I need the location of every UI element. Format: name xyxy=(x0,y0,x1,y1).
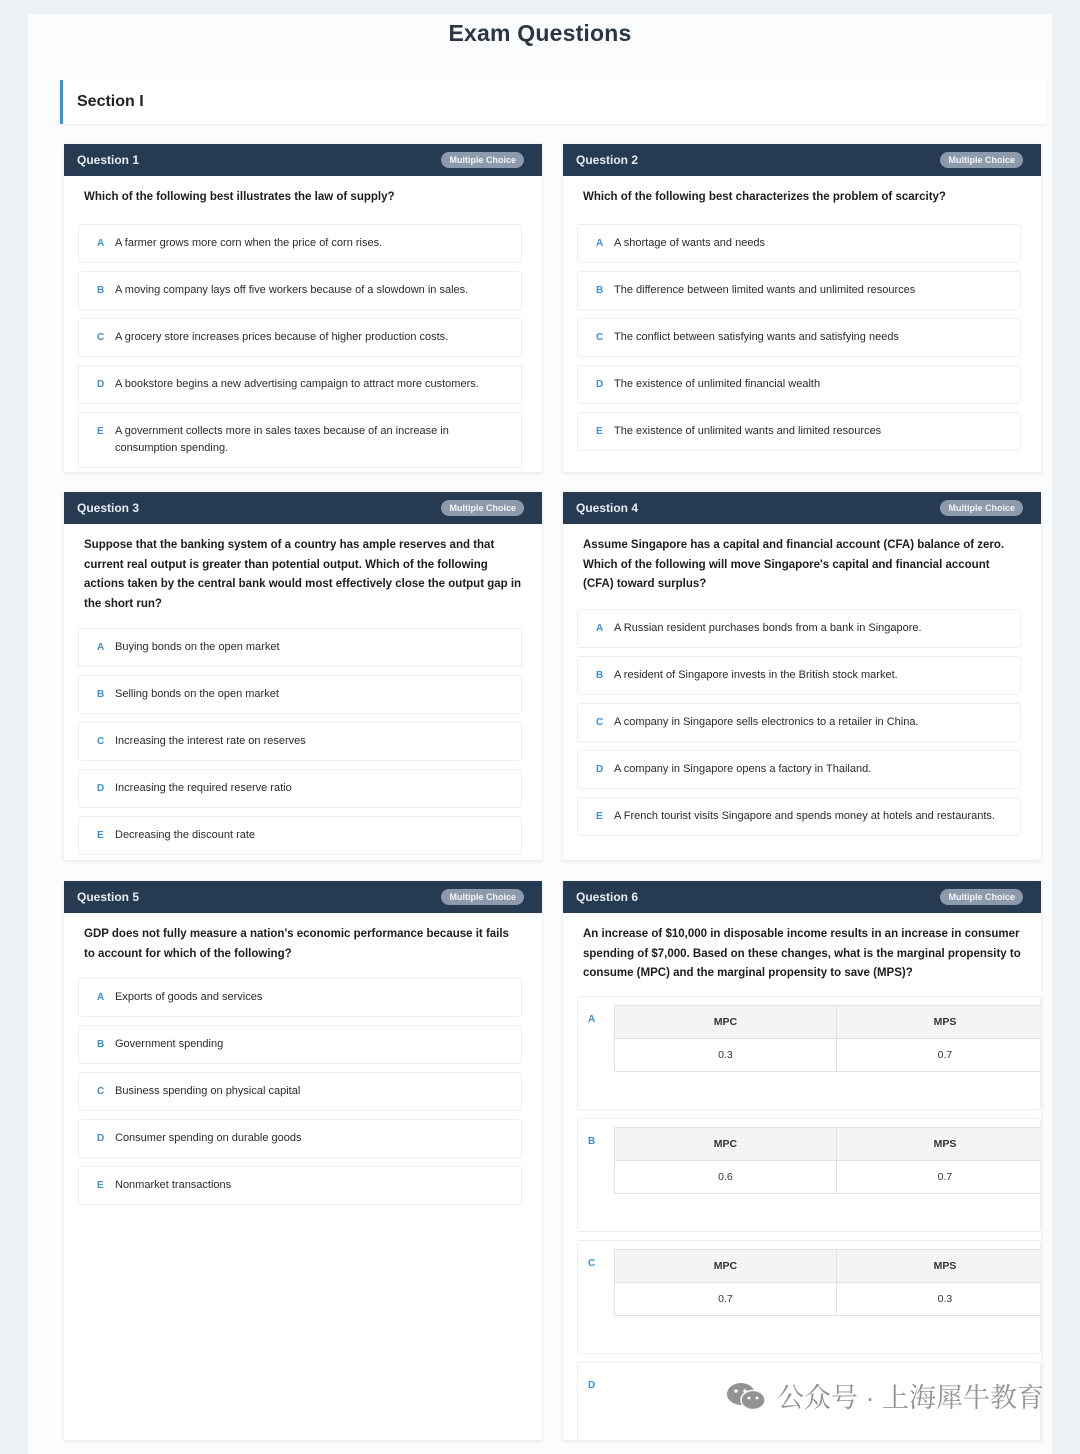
question-card-2 xyxy=(563,144,1041,472)
question-type-badge: Multiple Choice xyxy=(441,500,524,516)
question-label: Question 1 xyxy=(77,153,140,167)
table-header-mps: MPS xyxy=(836,1249,1041,1282)
answer-option-e[interactable] xyxy=(577,797,1021,836)
option-letter: C xyxy=(97,331,105,343)
question-header xyxy=(563,492,1041,524)
option-letter: C xyxy=(588,1257,596,1269)
option-text: The difference between limited wants and unlimited resources xyxy=(614,283,916,296)
option-letter: C xyxy=(596,331,604,343)
option-letter: D xyxy=(97,1133,105,1144)
mpc-value: 0.7 xyxy=(615,1282,837,1315)
answer-option-a[interactable] xyxy=(577,609,1021,648)
answer-option-a[interactable] xyxy=(78,628,522,667)
option-text: A government collects more in sales taxes because of an increase in consumption spending. xyxy=(115,424,449,454)
mpc-mps-table xyxy=(614,1249,1041,1316)
answer-option-b[interactable] xyxy=(577,1118,1041,1232)
option-letter: B xyxy=(97,284,105,296)
question-type-badge: Multiple Choice xyxy=(940,889,1023,905)
question-card-1 xyxy=(64,144,542,472)
question-type-badge: Multiple Choice xyxy=(441,889,524,905)
option-text: A bookstore begins a new advertising campaign to attract more customers. xyxy=(115,377,479,390)
question-header xyxy=(64,881,542,913)
answer-option-e[interactable] xyxy=(78,412,522,468)
answer-option-d[interactable] xyxy=(78,1119,522,1158)
question-type-badge: Multiple Choice xyxy=(441,152,524,168)
option-text: A company in Singapore sells electronics to a retailer in China. xyxy=(614,715,919,728)
option-text: A farmer grows more corn when the price of corn rises. xyxy=(115,236,383,249)
answer-option-e[interactable] xyxy=(78,816,522,855)
wechat-icon xyxy=(725,1381,767,1411)
answer-option-a[interactable] xyxy=(577,996,1041,1110)
option-text: The existence of unlimited financial wealth xyxy=(614,377,821,390)
option-text: The existence of unlimited wants and limited resources xyxy=(614,424,882,437)
option-text: A grocery store increases prices because of higher production costs. xyxy=(115,330,449,343)
watermark-text: 公众号 · 上海犀牛教育 xyxy=(777,1383,1044,1413)
question-label: Question 2 xyxy=(576,153,639,167)
answer-option-b[interactable] xyxy=(577,271,1021,310)
table-header-mpc: MPC xyxy=(615,1249,837,1282)
question-type-badge: Multiple Choice xyxy=(940,500,1023,516)
option-text: Government spending xyxy=(115,1038,224,1050)
answer-option-a[interactable] xyxy=(577,224,1021,263)
option-text: Nonmarket transactions xyxy=(115,1179,232,1191)
page-title: Exam Questions xyxy=(448,20,632,46)
answer-option-b[interactable] xyxy=(78,675,522,714)
option-text: Increasing the interest rate on reserves xyxy=(115,735,306,747)
option-letter: A xyxy=(97,642,105,653)
mps-value: 0.7 xyxy=(836,1160,1041,1193)
answer-option-c[interactable] xyxy=(577,318,1021,357)
option-text: Buying bonds on the open market xyxy=(115,641,280,653)
option-letter: E xyxy=(97,830,104,841)
option-letter: A xyxy=(596,622,604,634)
option-text: Increasing the required reserve ratio xyxy=(115,782,292,794)
answer-option-d[interactable] xyxy=(577,365,1021,404)
question-text: Suppose that the banking system of a country has ample reserves and that current real output is greater than potential output. Which of the following actions taken by the central bank would most effectively close the output gap in the short run? xyxy=(84,539,522,610)
question-label: Question 3 xyxy=(77,501,140,515)
question-header xyxy=(64,492,542,524)
answer-option-e[interactable] xyxy=(577,412,1021,451)
question-text: Assume Singapore has a capital and financial account (CFA) balance of zero. Which of the following will move Singapore's capital and financial account (CFA) toward surplus? xyxy=(583,539,1005,590)
question-label: Question 6 xyxy=(576,890,639,904)
option-letter: C xyxy=(97,736,105,747)
option-text: A shortage of wants and needs xyxy=(614,236,766,249)
answer-option-c[interactable] xyxy=(577,1240,1041,1354)
question-card-6 xyxy=(563,881,1041,1440)
question-header xyxy=(563,881,1041,913)
mpc-mps-table xyxy=(614,1127,1041,1194)
option-text: A French tourist visits Singapore and spends money at hotels and restaurants. xyxy=(614,809,995,822)
answer-option-e[interactable] xyxy=(78,1166,522,1205)
option-letter: B xyxy=(596,669,604,681)
question-label: Question 4 xyxy=(576,501,639,515)
section-header xyxy=(60,80,1046,124)
answer-option-d[interactable] xyxy=(78,769,522,808)
option-text: The conflict between satisfying wants and satisfying needs xyxy=(614,330,899,343)
question-label: Question 5 xyxy=(77,890,140,904)
question-text: An increase of $10,000 in disposable income results in an increase in consumer spending of $7,000. Based on these changes, what is the marginal propensity to consume (MPC) and the marginal propensity to save (MPS)? xyxy=(583,928,1021,979)
section-title: Section I xyxy=(77,93,144,110)
wechat-watermark xyxy=(725,1376,1044,1415)
option-letter: B xyxy=(97,1039,105,1050)
option-text: A resident of Singapore invests in the British stock market. xyxy=(614,668,898,681)
mpc-mps-table xyxy=(614,1005,1041,1072)
table-header-mps: MPS xyxy=(836,1127,1041,1160)
table-header-mpc: MPC xyxy=(615,1127,837,1160)
option-text: A moving company lays off five workers because of a slowdown in sales. xyxy=(115,283,469,296)
option-letter: E xyxy=(596,425,603,437)
option-letter: E xyxy=(596,810,603,822)
question-type-badge: Multiple Choice xyxy=(940,152,1023,168)
question-card-5 xyxy=(64,881,542,1440)
option-letter: A xyxy=(97,237,105,249)
option-letter: B xyxy=(596,284,604,296)
option-letter: B xyxy=(97,689,105,700)
answer-option-b[interactable] xyxy=(577,656,1021,695)
answer-option-b[interactable] xyxy=(78,271,522,310)
option-text: Decreasing the discount rate xyxy=(115,829,256,841)
table-header-mpc: MPC xyxy=(615,1005,837,1038)
option-letter: A xyxy=(97,992,105,1003)
question-text: GDP does not fully measure a nation's economic performance because it fails to account for which of the following? xyxy=(84,928,509,960)
answer-option-c[interactable] xyxy=(78,1072,522,1111)
option-letter: A xyxy=(596,237,604,249)
answer-option-d[interactable] xyxy=(577,750,1021,789)
option-text: A Russian resident purchases bonds from a bank in Singapore. xyxy=(614,621,922,634)
option-letter: B xyxy=(588,1135,596,1147)
question-card-3 xyxy=(64,492,542,860)
option-letter: E xyxy=(97,425,104,437)
option-letter: E xyxy=(97,1180,104,1191)
question-card-4 xyxy=(563,492,1041,860)
mpc-value: 0.3 xyxy=(615,1038,837,1071)
option-letter: D xyxy=(596,763,604,775)
table-header-mps: MPS xyxy=(836,1005,1041,1038)
option-text: Exports of goods and services xyxy=(115,991,263,1003)
option-letter: D xyxy=(596,378,604,390)
answer-option-b[interactable] xyxy=(78,1025,522,1064)
answer-option-c[interactable] xyxy=(78,318,522,357)
option-text: Business spending on physical capital xyxy=(115,1085,301,1097)
question-text: Which of the following best characterizes the problem of scarcity? xyxy=(583,191,946,203)
option-letter: D xyxy=(97,783,105,794)
answer-option-c[interactable] xyxy=(577,703,1021,742)
option-letter: D xyxy=(588,1379,596,1391)
answer-option-c[interactable] xyxy=(78,722,522,761)
option-letter: C xyxy=(596,716,604,728)
question-header xyxy=(64,144,542,176)
question-text: Which of the following best illustrates the law of supply? xyxy=(84,191,395,203)
question-header xyxy=(563,144,1041,176)
option-letter: D xyxy=(97,378,105,390)
mps-value: 0.3 xyxy=(836,1282,1041,1315)
answer-option-a[interactable] xyxy=(78,978,522,1017)
option-text: Selling bonds on the open market xyxy=(115,688,279,700)
answer-option-d[interactable] xyxy=(78,365,522,404)
mps-value: 0.7 xyxy=(836,1038,1041,1071)
answer-option-a[interactable] xyxy=(78,224,522,263)
option-letter: C xyxy=(97,1086,105,1097)
option-text: Consumer spending on durable goods xyxy=(115,1132,302,1144)
option-letter: A xyxy=(588,1013,596,1025)
option-text: A company in Singapore opens a factory in Thailand. xyxy=(614,762,872,775)
mpc-value: 0.6 xyxy=(615,1160,837,1193)
